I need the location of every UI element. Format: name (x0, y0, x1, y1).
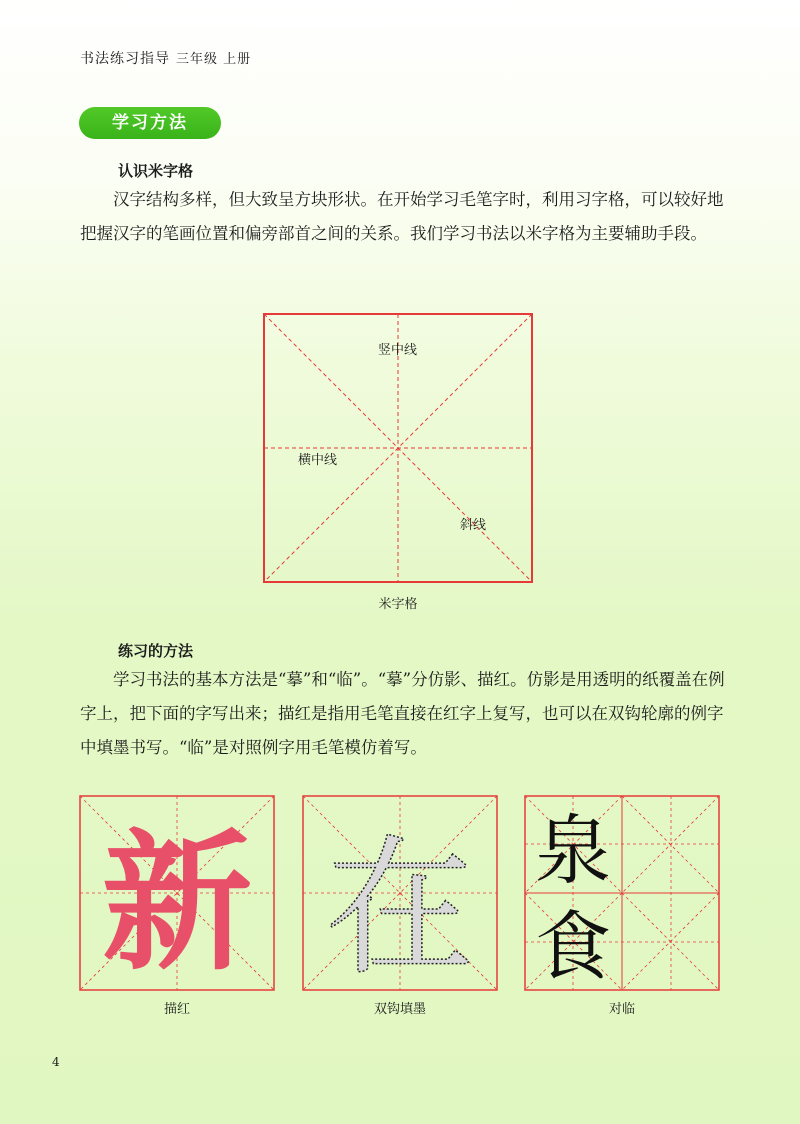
page-number: 4 (52, 1055, 60, 1069)
section1-paragraph: 汉字结构多样，但大致呈方块形状。在开始学习毛笔字时，利用习字格，可以较好地把握汉字的笔画位置和偏旁部首之间的关系。我们学习书法以米字格为主要辅助手段。 (80, 190, 724, 243)
example-miaohong (79, 795, 275, 991)
running-header (80, 48, 251, 68)
mizige-caption: 米字格 (378, 597, 418, 612)
example-char-shi: 食 (535, 902, 611, 991)
book-grade: 三年级 上册 (176, 52, 252, 67)
book-title: 书法练习指导 (80, 51, 170, 67)
section2-title: 练习的方法 (118, 642, 194, 660)
example-char-zai: 在 (324, 822, 476, 991)
label-diagonal: 斜线 (460, 518, 487, 533)
section1-title: 认识米字格 (118, 162, 194, 180)
example-duilin (524, 795, 720, 991)
example-char-xin: 新 (101, 817, 253, 991)
caption-shuanggou: 双钩填墨 (373, 1002, 426, 1017)
label-horizontal: 横中线 (298, 453, 338, 468)
caption-duilin: 对临 (608, 1002, 635, 1017)
caption-miaohong: 描红 (163, 1002, 190, 1017)
example-shuanggou (302, 795, 498, 991)
example-char-quan: 泉 (535, 806, 611, 895)
mizige-diagram (262, 312, 534, 584)
section-label: 学习方法 (79, 107, 221, 139)
section2-paragraph: 学习书法的基本方法是“摹”和“临”。“摹”分仿影、描红。仿影是用透明的纸覆盖在例字上，把下面的字写出来；描红是指用毛笔直接在红字上复写，也可以在双钩轮廓的例字中填墨书写。“临”是对照例字用毛笔模仿着写。 (80, 670, 725, 757)
label-vertical: 竖中线 (378, 343, 418, 358)
